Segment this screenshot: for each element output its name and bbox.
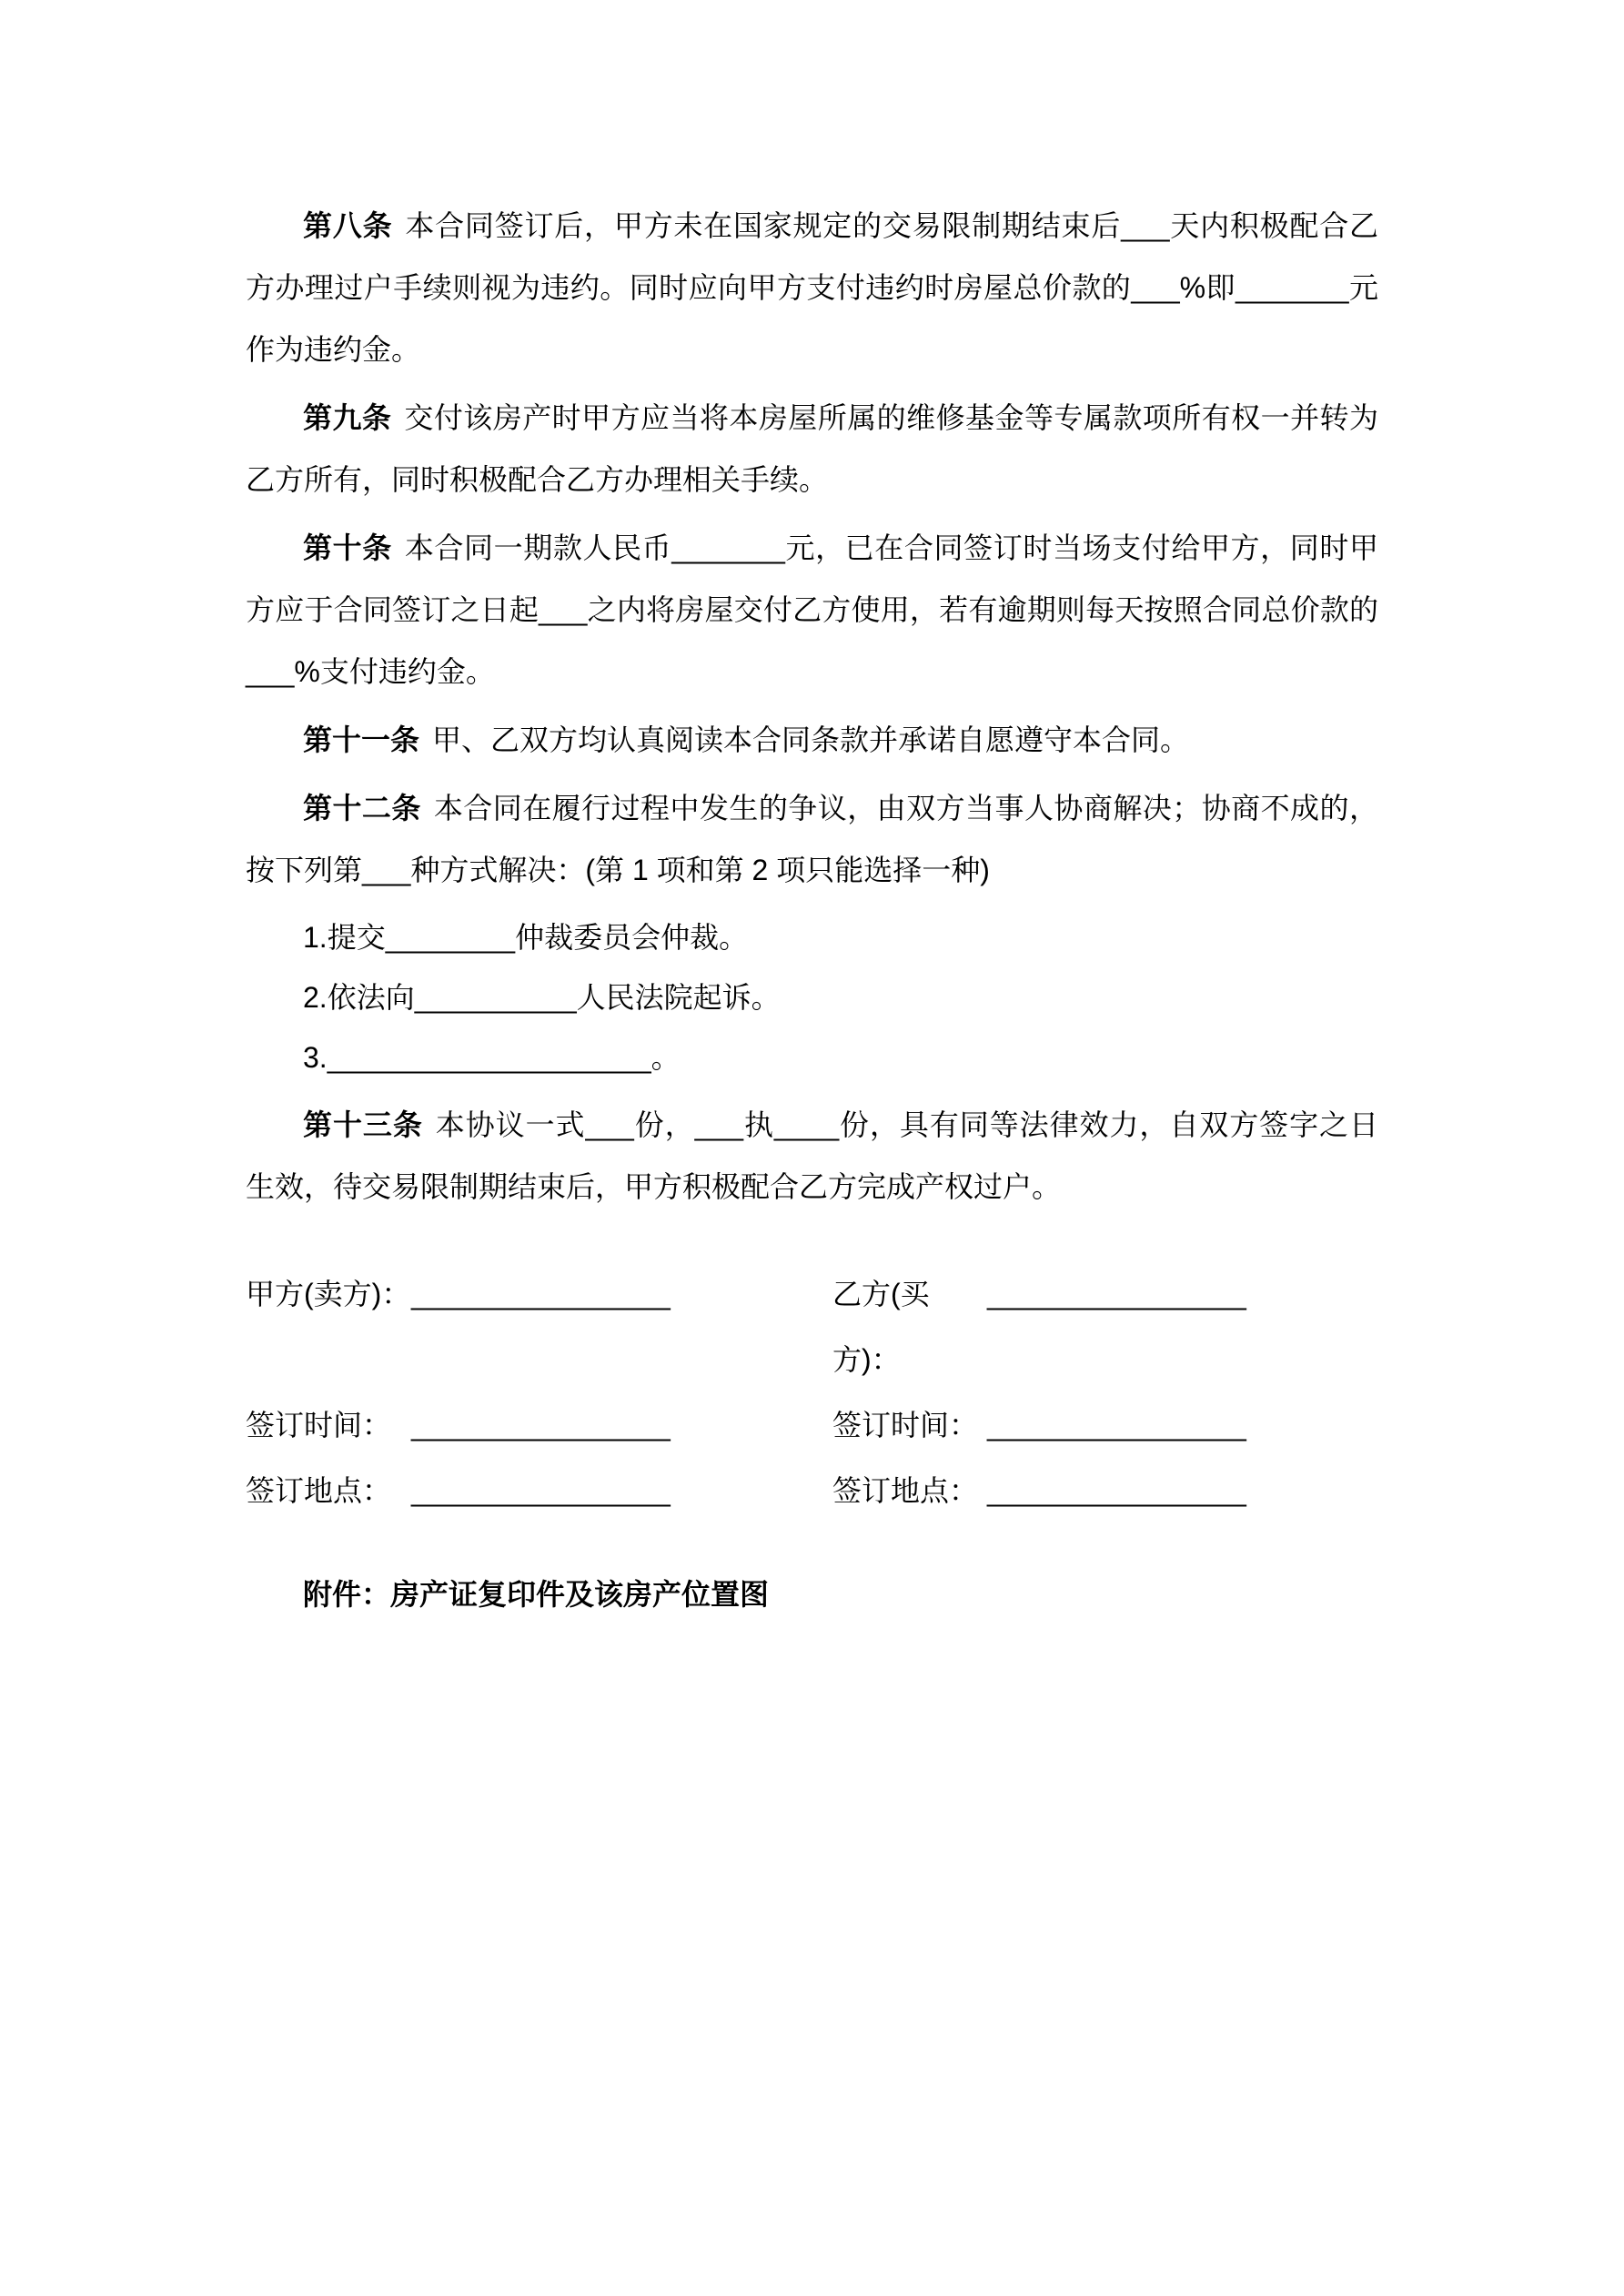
article-10 bbox=[246, 517, 1378, 703]
party-b-place-label: 签订地点： bbox=[832, 1474, 979, 1507]
article-8-text: 本合同签订后，甲方未在国家规定的交易限制期结束后___天内积极配合乙方办理过户手续则视为违约。同时应向甲方支付违约时房屋总价款的___%即_______元作为违约金。 bbox=[246, 209, 1378, 366]
article-9-text: 交付该房产时甲方应当将本房屋所属的维修基金等专属款项所有权一并转为乙方所有，同时积极配合乙方办理相关手续。 bbox=[246, 401, 1378, 496]
article-11 bbox=[246, 709, 1378, 771]
dispute-options-list bbox=[246, 907, 1378, 1087]
signature-row-place bbox=[246, 1458, 1378, 1523]
article-10-label: 第十条 bbox=[303, 531, 392, 564]
article-13-text: 本协议一式___份，___执____份，具有同等法律效力，自双方签字之日生效，待交易限制期结束后，甲方积极配合乙方完成产权过户。 bbox=[246, 1108, 1378, 1203]
party-a-place-label: 签订地点： bbox=[246, 1474, 392, 1507]
attachment-note: 附件：房产证复印件及该房产位置图 bbox=[303, 1578, 770, 1611]
party-b-time-blank-line: ________________ bbox=[987, 1409, 1246, 1441]
dispute-option-3: 3.____________________。 bbox=[303, 1041, 681, 1074]
party-a-sign-time bbox=[246, 1392, 832, 1458]
article-8 bbox=[246, 195, 1378, 380]
party-a-place-blank-line: ________________ bbox=[411, 1474, 671, 1507]
article-9 bbox=[246, 387, 1378, 511]
party-b-sign-time bbox=[832, 1392, 1246, 1458]
signature-row-time bbox=[246, 1392, 1378, 1458]
article-12-text: 本合同在履行过程中发生的争议，由双方当事人协商解决；协商不成的，按下列第___种方式解决：(第 1 项和第 2 项只能选择一种) bbox=[246, 792, 1378, 886]
party-a-time-blank-line: ________________ bbox=[411, 1409, 671, 1441]
signature-block bbox=[246, 1261, 1378, 1523]
article-9-label: 第九条 bbox=[303, 401, 392, 434]
party-b-blank-line: ________________ bbox=[987, 1278, 1246, 1310]
party-a-signature bbox=[246, 1261, 832, 1392]
party-b-place-blank-line: ________________ bbox=[987, 1474, 1246, 1507]
contract-body bbox=[246, 195, 1378, 1654]
party-a-time-label: 签订时间： bbox=[246, 1409, 392, 1441]
dispute-option-2: 2.依法向__________人民法院起诉。 bbox=[303, 981, 781, 1014]
article-12 bbox=[246, 777, 1378, 901]
party-a-sign-place bbox=[246, 1458, 832, 1523]
dispute-option-1: 1.提交________仲裁委员会仲裁。 bbox=[303, 921, 749, 954]
party-a-label: 甲方(卖方)： bbox=[246, 1278, 411, 1310]
article-11-label: 第十一条 bbox=[303, 723, 420, 756]
signature-row-parties bbox=[246, 1261, 1378, 1392]
article-13 bbox=[246, 1094, 1378, 1218]
article-8-label: 第八条 bbox=[303, 209, 393, 242]
party-b-label: 乙方(买方)： bbox=[832, 1278, 930, 1376]
article-13-label: 第十三条 bbox=[303, 1108, 423, 1141]
article-10-text: 本合同一期款人民币_______元，已在合同签订时当场支付给甲方，同时甲方应于合同签订之日起___之内将房屋交付乙方使用，若有逾期则每天按照合同总价款的___%支付违约金。 bbox=[246, 531, 1378, 688]
article-12-label: 第十二条 bbox=[303, 792, 421, 824]
party-b-time-label: 签订时间： bbox=[832, 1409, 979, 1441]
party-b-signature bbox=[832, 1261, 1246, 1392]
party-b-sign-place bbox=[832, 1458, 1246, 1523]
article-11-text: 甲、乙双方均认真阅读本合同条款并承诺自愿遵守本合同。 bbox=[432, 723, 1190, 756]
party-a-blank-line: ________________ bbox=[411, 1278, 671, 1310]
